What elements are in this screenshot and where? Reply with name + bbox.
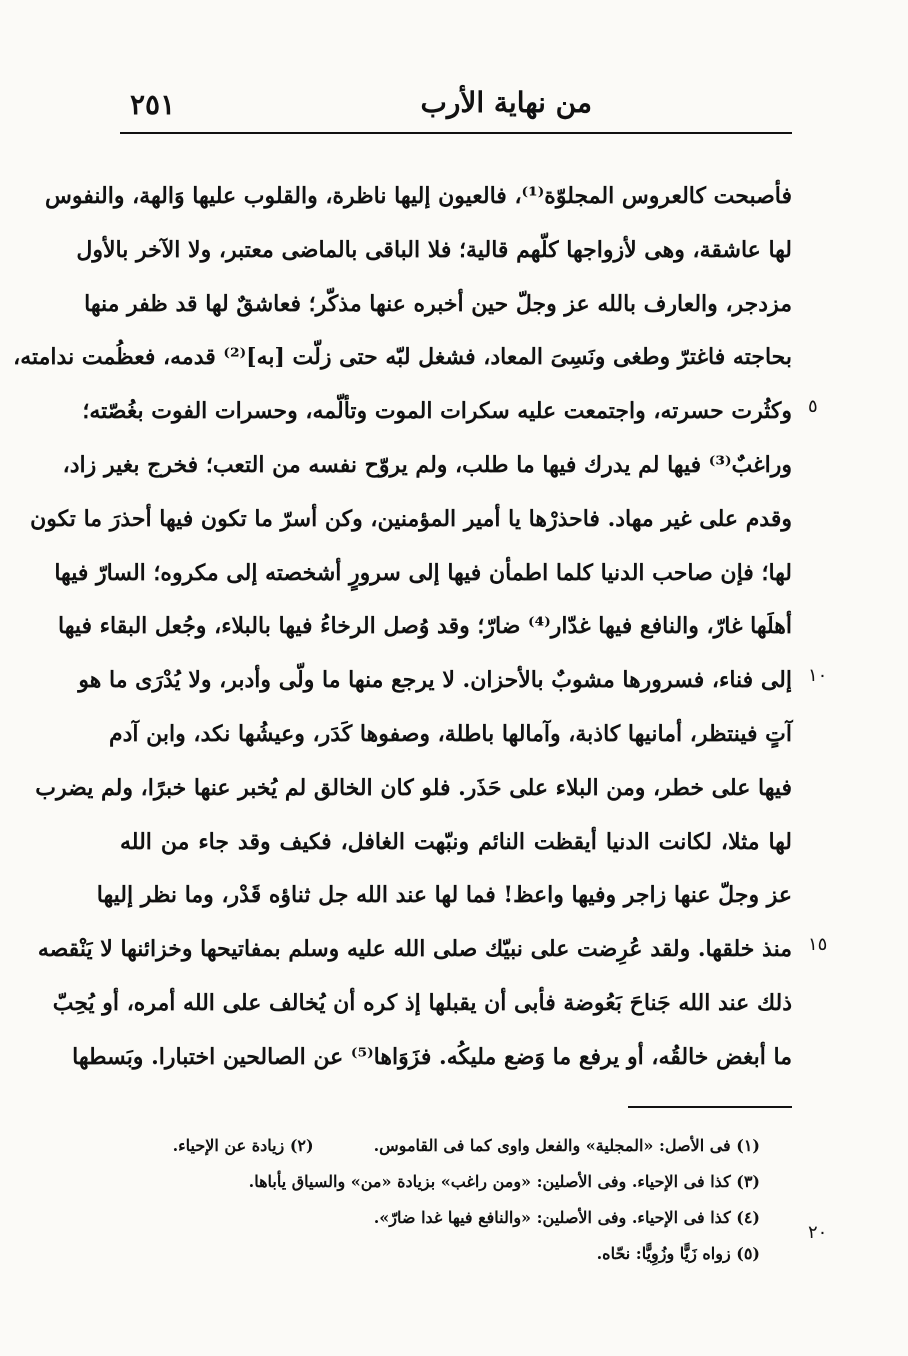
line-number: ٢٠ [808, 1222, 828, 1243]
footnote-3: (٣) كذا فى الإحياء. وفى الأصلين: «ومن راغب» بزيادة «من» والسياق يأباها. [248, 1172, 760, 1191]
page-number: ٢٥١ [130, 88, 176, 121]
footnote-4: (٤) كذا فى الإحياء. وفى الأصلين: «والنافع فيها غدا ضارّ». [373, 1208, 760, 1227]
footnote-separator [628, 1106, 792, 1108]
footnote-line [120, 1128, 760, 1164]
text-line: لها عاشقة، وهى لأزواجها كلّهم قالية؛ فلا الباقى بالماضى معتبر، ولا الآخر بالأول [76, 236, 792, 263]
footnotes-block [120, 1128, 760, 1272]
text-line: آتٍ فينتظر، أمانيها كاذبة، وآمالها باطلة، وصفوها كَدَر، وعيشُها نكد، وابن آدم [108, 720, 792, 747]
footnote-1: (١) فى الأصل: «المجلية» والفعل واوى كما فى القاموس. [373, 1136, 760, 1155]
text-line: ذلك عند الله جَناحَ بَعُوضة فأبى أن يقبلها إذ كره أن يُخالف على الله أمره، أو يُحِبّ [52, 989, 792, 1016]
text-line: لها؛ فإن صاحب الدنيا كلما اطمأن فيها إلى سرورٍ أشخصته إلى مكروه؛ السارّ فيها [54, 559, 792, 586]
page-header [120, 78, 792, 134]
line-number: ٥ [808, 396, 818, 417]
text-line: ما أبغض خالقُه، أو يرفع ما وَضع مليكُه. فزَوَاها⁽⁵⁾ عن الصالحين اختبارا. وبَسطها [72, 1043, 792, 1070]
text-line: وراغبٌ⁽³⁾ فيها لم يدرك فيها ما طلب، ولم يروّح نفسه من التعب؛ فخرج بغير زاد، [62, 451, 792, 478]
line-number: ١٠ [808, 665, 828, 686]
footnote-5: (٥) زواه زَيًّا وزُوِيًّا: نحّاه. [596, 1244, 760, 1263]
text-line: فأصبحت كالعروس المجلوّة⁽¹⁾، فالعيون إليها ناظرة، والقلوب عليها وَالهة، والنفوس [45, 183, 792, 209]
text-line: مزدجر، والعارف بالله عز وجلّ حين أخبره عنها مذكّر؛ فعاشقٌ لها قد ظفر منها [84, 290, 792, 317]
text-line: عز وجلّ عنها زاجر وفيها واعظ! فما لها عند الله جل ثناؤه قَدْر، وما نظر إليها [96, 882, 792, 909]
text-line: لها مثلا، لكانت الدنيا أيقظت النائم ونبّهت الغافل، فكيف وقد جاء من الله [120, 828, 792, 855]
text-line: وقدم على غير مهاد. فاحذرْها يا أمير المؤمنين، وكن أسرّ ما تكون فيها أحذرَ ما تكون [30, 505, 792, 532]
text-line: وكثُرت حسرته، واجتمعت عليه سكرات الموت وتألّمه، وحسرات الفوت بغُصّته؛ [82, 398, 792, 425]
footnote-2: (٢) زيادة عن الإحياء. [172, 1136, 314, 1155]
text-line: منذ خلقها. ولقد عُرِضت على نبيّك صلى الله عليه وسلم بمفاتيحها وخزائنها لا يَنْقصه [37, 936, 792, 963]
running-title: من نهاية الأرب [420, 86, 592, 119]
line-number: ١٥ [808, 934, 828, 955]
text-line: فيها على خطر، ومن البلاء على حَذَر. فلو كان الخالق لم يُخبر عنها خبرًا، ولم يضرب [35, 774, 792, 801]
main-text-block [13, 170, 792, 1085]
text-line: أهلَها غارّ، والنافع فيها غدّار⁽⁴⁾ ضارّ؛ وقد وُصل الرخاءُ فيها بالبلاء، وجُعل البقاء فيها [57, 613, 792, 640]
text-line: إلى فناء، فسرورها مشوبٌ بالأحزان. لا يرجع منها ما ولّى وأدبر، ولا يُدْرَى ما هو [78, 667, 792, 694]
text-line: بحاجته فاغترّ وطغى ونَسِىَ المعاد، فشغل لبّه حتى زلّت [به]⁽²⁾ قدمه، فعظُمت ندامته، [13, 344, 792, 371]
